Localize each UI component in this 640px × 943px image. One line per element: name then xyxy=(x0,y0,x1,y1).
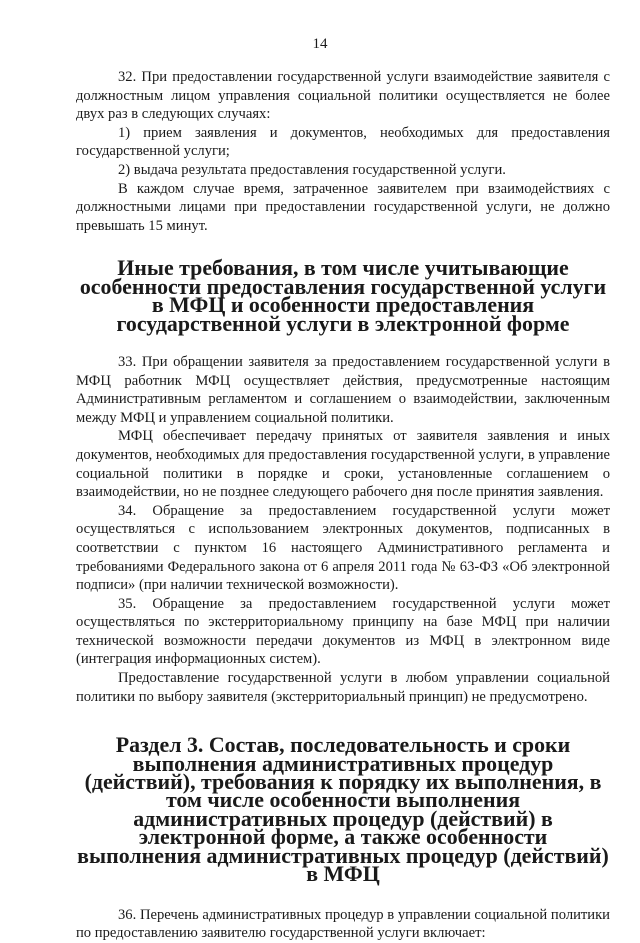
list-item-2: 2) выдача результата предоставления государственной услуги. xyxy=(118,161,506,178)
paragraph-33: 33. При обращении заявителя за предоставлением государственной услуги в МФЦ работник МФЦ осуществляет действия, предусмотренные настоящим Административным регламентом и соглашением о взаимодействии, заключенным между МФЦ и управлением социальной политики. xyxy=(76,353,610,426)
page-number: 14 xyxy=(312,36,328,52)
paragraph-mfc-transfer: МФЦ обеспечивает передачу принятых от заявителя заявления и иных документов, необходимых для предоставления государственной услуги, в управление социальной политики в порядке и сроки, установленные соглашением о взаимодействии, но не позднее следующего рабочего дня после принятия заявления. xyxy=(76,428,610,501)
paragraph-35: 35. Обращение за предоставлением государственной услуги может осуществляться по экстерриториальному принципу на базе МФЦ при наличии технической возможности передачи документов из МФЦ в электронном виде (интеграция информационных систем). xyxy=(76,595,610,668)
paragraph-36: 36. Перечень административных процедур в управлении социальной политики по предоставлению заявителю государственной услуги включает: xyxy=(76,906,610,942)
document-body xyxy=(76,68,610,943)
section-3-heading: Раздел 3. Состав, последовательность и сроки выполнения административных процедур (действий), требования к порядку их выполнения, в том числе особенности выполнения административных процедур (действий) в электронной форме, а также особенности выполнения административных процедур (действий) в МФЦ xyxy=(77,732,609,887)
paragraph-32: 32. При предоставлении государственной услуги взаимодействие заявителя с должностным лицом управления социальной политики осуществляется не более двух раз в следующих случаях: xyxy=(76,69,610,123)
section-heading-other-requirements: Иные требования, в том числе учитывающие особенности предоставления государственной услуги в МФЦ и особенности предоставления государственной услуги в электронной форме xyxy=(79,255,607,336)
paragraph-extraterritorial: Предоставление государственной услуги в любом управлении социальной политики по выбору заявителя (экстерриториальный принцип) не предусмотрено. xyxy=(76,670,610,705)
list-item-1: 1) прием заявления и документов, необходимых для предоставления государственной услуги; xyxy=(76,124,610,160)
paragraph-time-limit: В каждом случае время, затраченное заявителем при взаимодействиях с должностными лицами при предоставлении государственной услуги, не должно превышать 15 минут. xyxy=(76,180,610,234)
paragraph-34: 34. Обращение за предоставлением государственной услуги может осуществляться с использованием электронных документов, подписанных в соответствии с пунктом 16 настоящего Административного регламента и требованиями Федерального закона от 6 апреля 2011 года № 63-ФЗ «Об электронной подписи» (при наличии технической возможности). xyxy=(76,502,610,594)
